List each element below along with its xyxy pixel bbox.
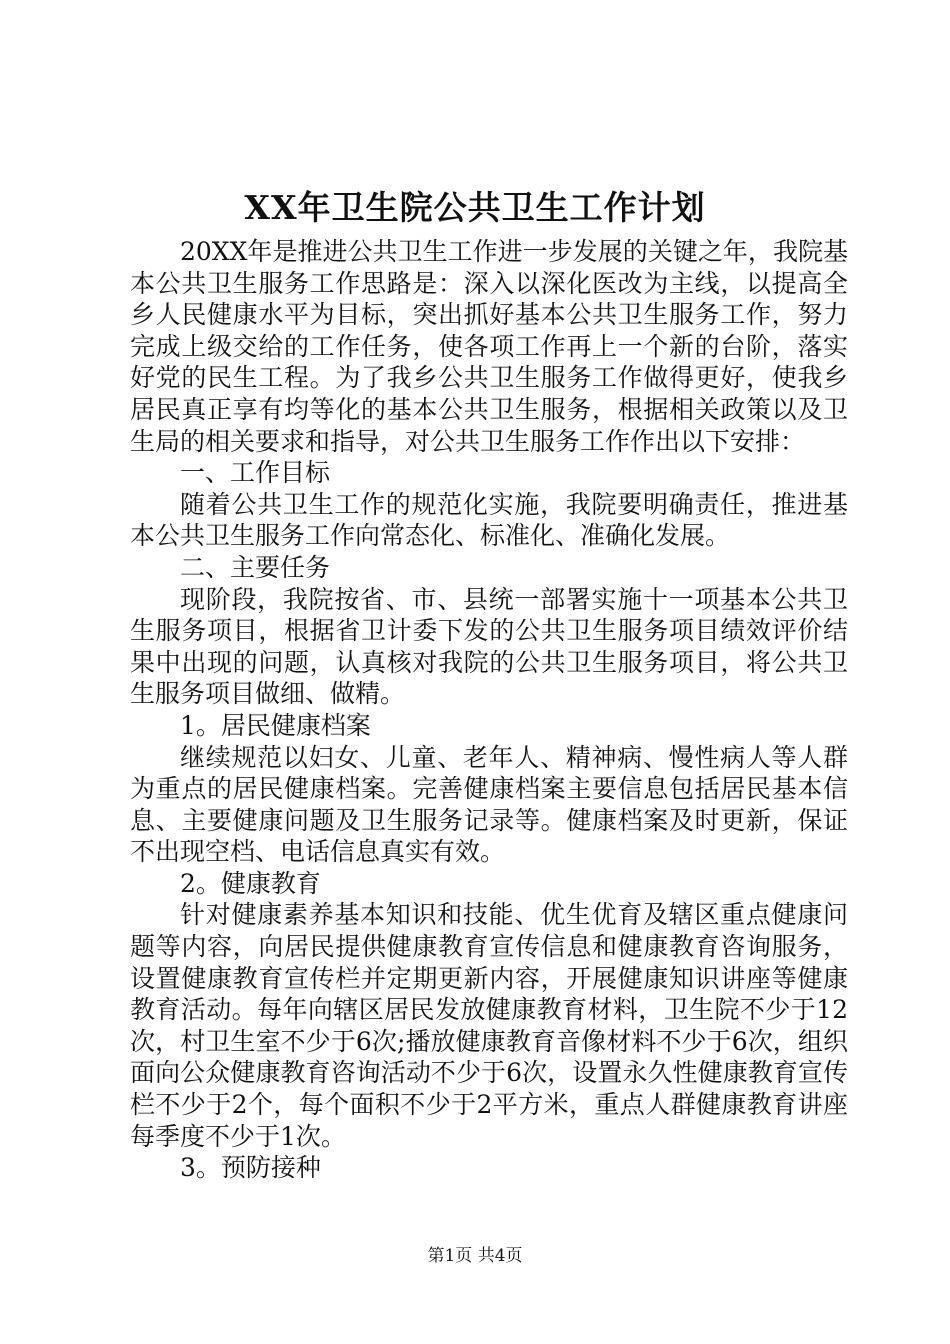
section-heading-goals: 一、工作目标 [180,458,331,488]
paragraph-health-records: 继续规范以妇女、儿童、老年人、精神病、慢性病人等人群为重点的居民健康档案。完善健康档案主要信息包括居民基本信息、主要健康问题及卫生服务记录等。健康档案及时更新，保证不出现空档、电话信息真实有效。 [130,742,848,867]
paragraph-goals: 随着公共卫生工作的规范化实施，我院要明确责任，推进基本公共卫生服务工作向常态化、标准化、准确化发展。 [130,489,848,551]
paragraph-intro: 20XX年是推进公共卫生工作进一步发展的关键之年，我院基本公共卫生服务工作思路是：深入以深化医改为主线，以提高全乡人民健康水平为目标，突出抓好基本公共卫生服务工作，努力完成上级交给的工作任务，使各项工作再上一个新的台阶，落实好党的民生工程。为了我乡公共卫生服务工作做得更好，使我乡居民真正享有均等化的基本公共卫生服务，根据相关政策以及卫生局的相关要求和指导，对公共卫生服务工作作出以下安排： [130,237,848,456]
section-heading-tasks: 二、主要任务 [180,552,331,582]
paragraph-health-education: 针对健康素养基本知识和技能、优生优育及辖区重点健康问题等内容，向居民提供健康教育宣传信息和健康教育咨询服务，设置健康教育宣传栏并定期更新内容，开展健康知识讲座等健康教育活动。每年向辖区居民发放健康教育材料，卫生院不少于12次，村卫生室不少于6次;播放健康教育音像材料不少于6次，组织面向公众健康教育咨询活动不少于6次，设置永久性健康教育宣传栏不少于2个，每个面积不少于2平方米，重点人群健康教育讲座每季度不少于1次。 [130,900,848,1151]
document-title: XX年卫生院公共卫生工作计划 [244,188,706,227]
page-footer: 第1页 共4页 [427,1246,523,1266]
subheading-vaccination: 3。预防接种 [180,1153,321,1183]
subheading-health-education: 2。健康教育 [180,868,321,898]
document-body [130,236,848,1184]
subheading-health-records: 1。居民健康档案 [180,710,371,740]
paragraph-tasks: 现阶段，我院按省、市、县统一部署实施十一项基本公共卫生服务项目，根据省卫计委下发的公共卫生服务项目绩效评价结果中出现的问题，认真核对我院的公共卫生服务项目，将公共卫生服务项目做细、做精。 [130,584,848,709]
